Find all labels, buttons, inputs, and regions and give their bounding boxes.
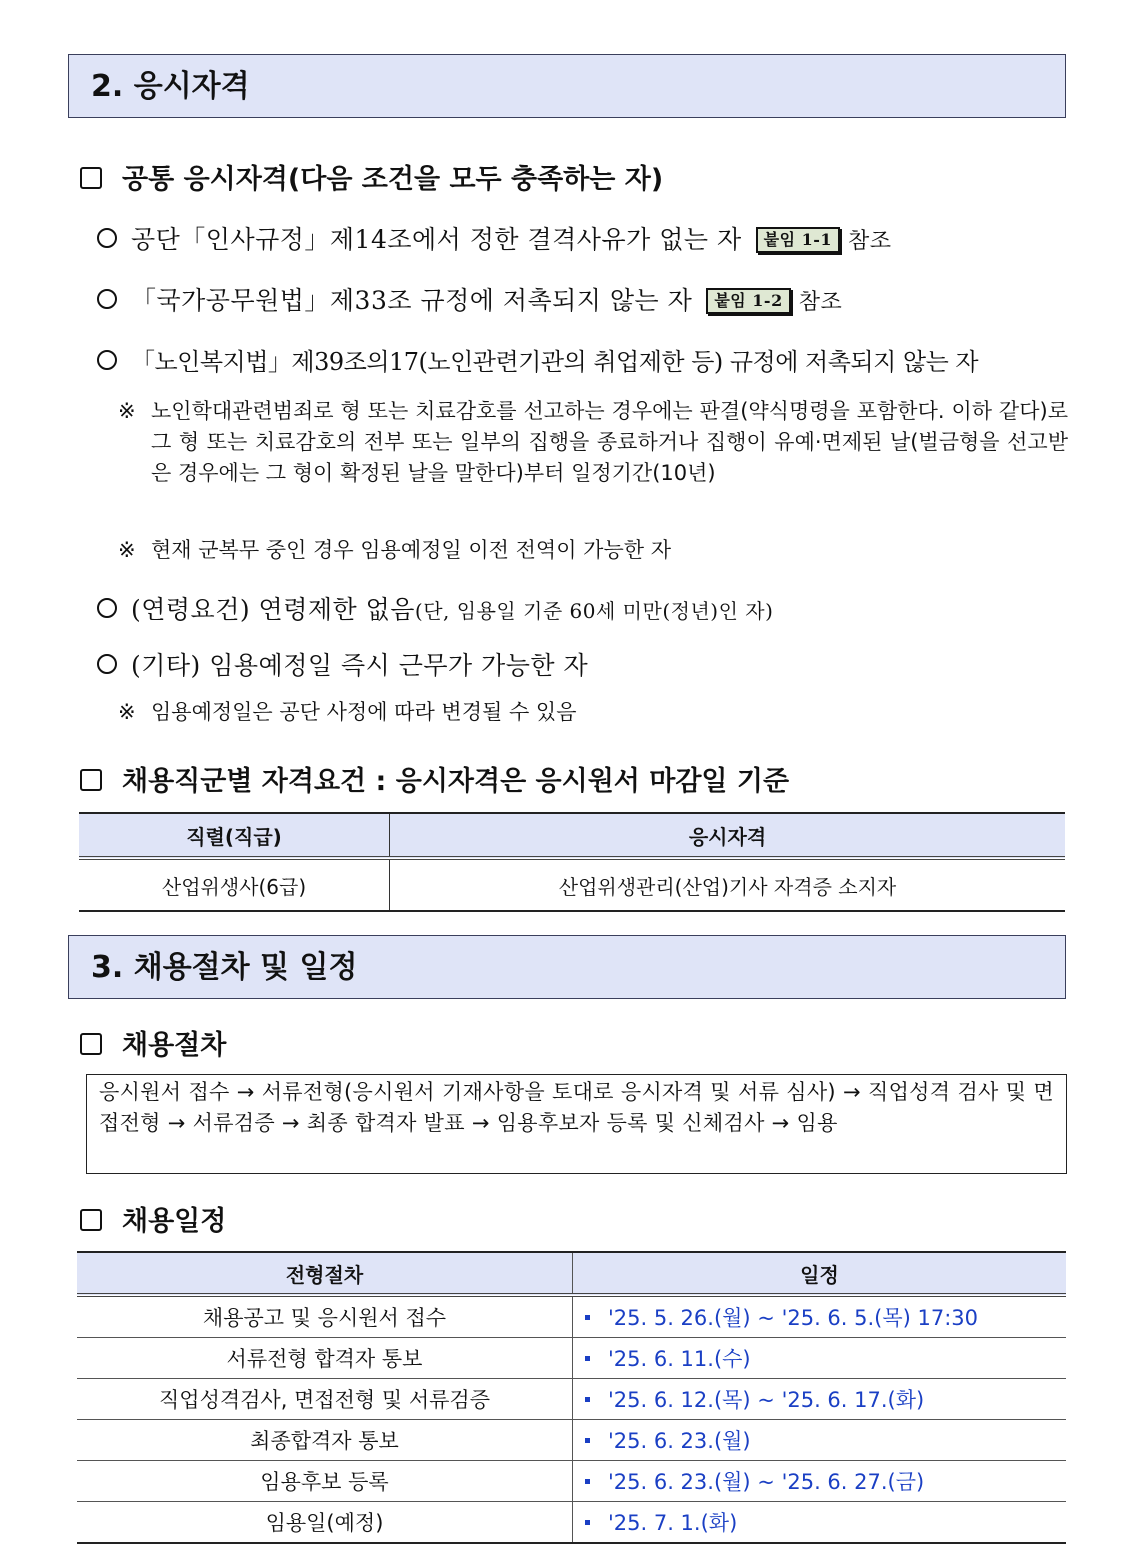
column-header: 응시자격 — [390, 813, 1066, 858]
note-abuse-crime — [118, 396, 1068, 489]
date-text: '25. 7. 1.(화) — [608, 1511, 738, 1535]
item-4-paren: (단, 임용일 기준 60세 미만(정년)인 자) — [414, 599, 774, 623]
table-header-row — [79, 813, 1065, 858]
section-2-title: 2. 응시자격 — [91, 69, 250, 104]
qualification-item-5 — [97, 646, 588, 682]
procedure-box — [86, 1074, 1067, 1174]
schedule-table — [77, 1251, 1066, 1544]
date-cell — [573, 1379, 1067, 1420]
schedule-heading-text: 채용일정 — [122, 1206, 227, 1237]
circle-bullet-icon — [97, 350, 117, 370]
note-military — [118, 535, 1068, 566]
circle-bullet-icon — [97, 654, 117, 674]
attachment-tag-1-1: 붙임 1-1 — [756, 227, 840, 253]
schedule-heading — [80, 1199, 226, 1238]
column-header: 직렬(직급) — [79, 813, 390, 858]
bullet-icon — [585, 1315, 590, 1320]
table-row — [77, 1420, 1066, 1461]
square-bullet-icon — [80, 1209, 102, 1231]
step-cell: 임용후보 등록 — [77, 1461, 573, 1502]
job-qualification-table — [79, 812, 1065, 912]
date-text: '25. 6. 23.(월) — [608, 1429, 751, 1453]
table-row — [77, 1461, 1066, 1502]
note-2-text: 현재 군복무 중인 경우 임용예정일 이전 전역이 가능한 자 — [151, 538, 671, 562]
bullet-icon — [585, 1397, 590, 1402]
date-cell — [573, 1295, 1067, 1338]
bullet-icon — [585, 1356, 590, 1361]
column-header: 전형절차 — [77, 1252, 573, 1295]
table-row — [77, 1379, 1066, 1420]
date-cell — [573, 1338, 1067, 1379]
date-text: '25. 6. 23.(월) ~ '25. 6. 27.(금) — [608, 1470, 925, 1494]
circle-bullet-icon — [97, 228, 117, 248]
item-2-text: 「국가공무원법」제33조 규정에 저촉되지 않는 자 — [131, 286, 693, 315]
square-bullet-icon — [80, 769, 102, 791]
step-cell: 임용일(예정) — [77, 1502, 573, 1544]
reference-mark-icon: ※ — [118, 700, 136, 724]
column-header: 일정 — [573, 1252, 1067, 1295]
item-4-main: (연령요건) 연령제한 없음 — [131, 595, 415, 624]
square-bullet-icon — [80, 1033, 102, 1055]
procedure-heading — [80, 1023, 226, 1062]
item-3-text: 「노인복지법」제39조의17(노인관련기관의 취업제한 등) 규정에 저촉되지 않는 자 — [131, 348, 979, 376]
table-row — [77, 1502, 1066, 1544]
table-header-row — [77, 1252, 1066, 1295]
step-cell: 최종합격자 통보 — [77, 1420, 573, 1461]
note-appointment-date — [118, 697, 1068, 728]
section-2-header — [68, 54, 1066, 118]
job-title-cell: 산업위생사(6급) — [79, 858, 390, 911]
qualification-item-1 — [97, 220, 892, 256]
circle-bullet-icon — [97, 598, 117, 618]
step-cell: 직업성격검사, 면접전형 및 서류검증 — [77, 1379, 573, 1420]
job-heading-text: 채용직군별 자격요건 : 응시자격은 응시원서 마감일 기준 — [122, 766, 790, 797]
date-cell — [573, 1420, 1067, 1461]
circle-bullet-icon — [97, 289, 117, 309]
note-1-text: 노인학대관련범죄로 형 또는 치료감호를 선고하는 경우에는 판결(약식명령을 포함한다. 이하 같다)로 그 형 또는 치료감호의 전부 또는 일부의 집행을 종료하거나 집행이 유예·면제된 날(벌금형을 선고받은 경우에는 그 형이 확정된 날을 말한다)부터 일정기간(10년) — [151, 399, 1068, 485]
bullet-icon — [585, 1479, 590, 1484]
job-qualification-heading — [80, 759, 789, 798]
item-1-suffix: 참조 — [848, 229, 892, 254]
table-row — [77, 1295, 1066, 1338]
date-cell — [573, 1461, 1067, 1502]
note-3-text: 임용예정일은 공단 사정에 따라 변경될 수 있음 — [151, 700, 577, 724]
qualification-item-4 — [97, 590, 773, 626]
date-text: '25. 6. 11.(수) — [608, 1347, 751, 1371]
item-5-text: (기타) 임용예정일 즉시 근무가 가능한 자 — [131, 651, 589, 680]
section-3-header — [68, 935, 1066, 999]
common-heading-text: 공통 응시자격(다음 조건을 모두 충족하는 자) — [122, 164, 664, 195]
date-text: '25. 6. 12.(목) ~ '25. 6. 17.(화) — [608, 1388, 925, 1412]
attachment-tag-1-2: 붙임 1-2 — [706, 288, 790, 314]
table-row — [77, 1338, 1066, 1379]
step-cell: 채용공고 및 응시원서 접수 — [77, 1295, 573, 1338]
qualification-item-3 — [97, 342, 978, 377]
item-1-text: 공단「인사규정」제14조에서 정한 결격사유가 없는 자 — [131, 225, 742, 254]
procedure-text: 응시원서 접수 → 서류전형(응시원서 기재사항을 토대로 응시자격 및 서류 심사) → 직업성격 검사 및 면접전형 → 서류검증 → 최종 합격자 발표 → 임용후보자 등록 및 신체검사 → 임용 — [99, 1080, 1054, 1135]
date-cell — [573, 1502, 1067, 1544]
bullet-icon — [585, 1520, 590, 1525]
qualification-cell: 산업위생관리(산업)기사 자격증 소지자 — [390, 858, 1066, 911]
item-2-suffix: 참조 — [798, 290, 843, 315]
step-cell: 서류전형 합격자 통보 — [77, 1338, 573, 1379]
date-text: '25. 5. 26.(월) ~ '25. 6. 5.(목) 17:30 — [608, 1306, 979, 1330]
table-row — [79, 858, 1065, 911]
square-bullet-icon — [80, 167, 102, 189]
reference-mark-icon: ※ — [118, 399, 136, 423]
section-3-title: 3. 채용절차 및 일정 — [91, 950, 358, 985]
reference-mark-icon: ※ — [118, 538, 136, 562]
bullet-icon — [585, 1438, 590, 1443]
common-qualification-heading — [80, 157, 663, 196]
qualification-item-2 — [97, 281, 842, 317]
procedure-heading-text: 채용절차 — [122, 1030, 227, 1061]
